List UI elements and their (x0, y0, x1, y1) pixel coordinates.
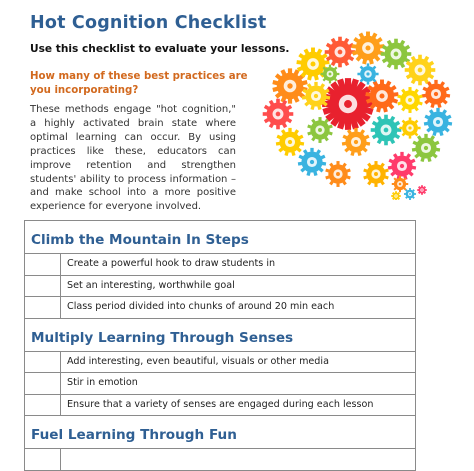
gear-icon (388, 152, 416, 180)
gear-icon (399, 117, 420, 138)
gear-icon (342, 128, 370, 156)
gear-icon (417, 185, 426, 194)
checklist-item: Ensure that a variety of senses are engaged during each lesson (67, 398, 374, 410)
checklist-row (25, 276, 415, 298)
gear-icon (325, 161, 351, 187)
question-text: How many of these best practices are you incorporating? (30, 71, 248, 96)
gear-icon (381, 39, 412, 70)
gear-icon (351, 32, 384, 65)
checkbox-cell[interactable] (25, 395, 61, 416)
checkbox-cell[interactable] (25, 373, 61, 394)
checkbox-cell[interactable] (25, 297, 61, 318)
gear-icon (424, 108, 452, 136)
gear-icon (298, 148, 326, 176)
page-subtitle: Use this checklist to evaluate your lessons. (30, 43, 290, 55)
gear-icon (412, 134, 440, 162)
brain-of-gears-icon (250, 24, 460, 200)
gear-icon (302, 82, 330, 110)
checkbox-cell[interactable] (25, 276, 61, 297)
intro-paragraph: These methods engage "hot cognition," a highly activated brain state where optimal learning can occur. By using practices like these, educators can improve retention and strengthen students' ability to process information – and make school into a more positive experience for everyone involved. (30, 104, 236, 213)
checklist-row (25, 352, 415, 374)
section-heading: Multiply Learning Through Senses (25, 319, 415, 352)
checkbox-cell[interactable] (25, 254, 61, 275)
checkbox-cell[interactable] (25, 449, 61, 470)
checklist-row (25, 449, 415, 471)
gear-icon (404, 188, 416, 200)
checklist-item: Set an interesting, worthwhile goal (67, 279, 235, 291)
checklist-row (25, 254, 415, 276)
gear-icon (357, 63, 378, 84)
page-title: Hot Cognition Checklist (30, 13, 267, 33)
gear-icon (397, 87, 423, 113)
section-heading: Fuel Learning Through Fun (25, 416, 415, 449)
checklist-table (24, 220, 416, 471)
gear-icon (365, 80, 398, 113)
gear-icon (371, 115, 402, 146)
gear-icon (391, 191, 400, 200)
checklist-row (25, 297, 415, 319)
gear-icon (405, 55, 436, 86)
checklist-item: Create a powerful hook to draw students in (67, 258, 276, 269)
section-heading: Climb the Mountain In Steps (25, 221, 415, 254)
checklist-item: Add interesting, even beautiful, visuals or other media (67, 355, 329, 367)
checklist-item: Stir in emotion (67, 377, 138, 388)
checklist-item: Class period divided into chunks of around 20 min each (67, 301, 335, 312)
checklist-row (25, 373, 415, 395)
gear-icon (276, 128, 304, 156)
gear-icon (363, 161, 389, 187)
gear-icon (321, 65, 340, 84)
checkbox-cell[interactable] (25, 352, 61, 373)
gear-icon (322, 78, 374, 130)
checklist-item (61, 449, 67, 470)
checklist-row (25, 395, 415, 417)
gear-icon (392, 176, 408, 192)
